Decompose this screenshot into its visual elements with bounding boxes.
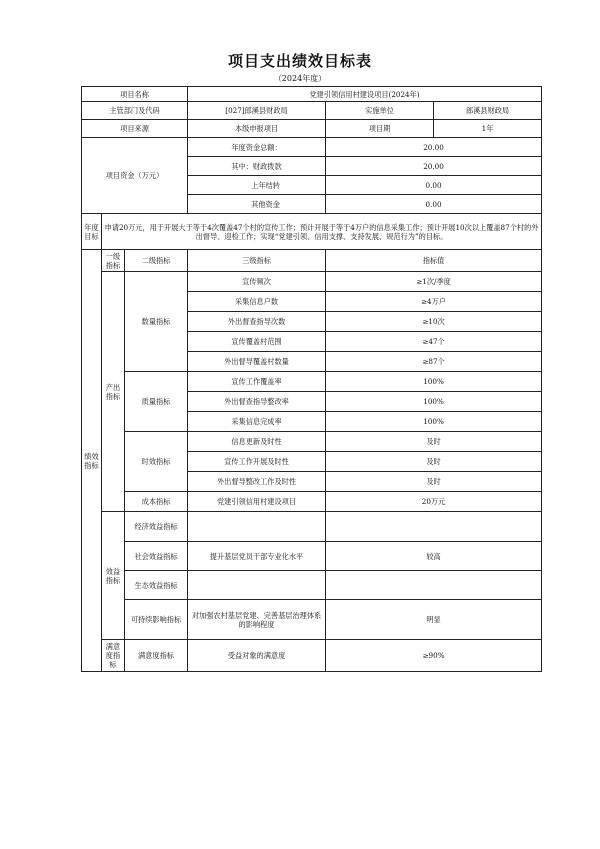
page-title: 项目支出绩效目标表 bbox=[227, 52, 372, 70]
indicator-name: 受益对象的满意度 bbox=[188, 640, 326, 672]
indicator-value: ≥1次/季度 bbox=[326, 272, 542, 292]
row-goal bbox=[82, 214, 542, 250]
funds-fiscal-label: 其中：财政拨款 bbox=[188, 157, 326, 176]
source-value: 本级申报项目 bbox=[188, 120, 326, 138]
indicator-value: 及时 bbox=[326, 472, 542, 492]
funds-total-label: 年度资金总额： bbox=[188, 138, 326, 157]
col-l3-header: 三级指标 bbox=[188, 250, 326, 272]
indicator-name bbox=[188, 571, 326, 600]
indicator-name: 党建引领信用村建设项目 bbox=[188, 492, 326, 512]
indicator-value: 及时 bbox=[326, 452, 542, 472]
indicator-name: 提升基层党员干部专业化水平 bbox=[188, 542, 326, 571]
col-l1-header: 一级指标 bbox=[102, 250, 125, 272]
funds-carry-value: 0.00 bbox=[326, 176, 542, 195]
table-row bbox=[82, 640, 542, 672]
perf-label: 绩效指标 bbox=[82, 250, 102, 672]
period-value: 1年 bbox=[434, 120, 542, 138]
table-row bbox=[82, 571, 542, 600]
row-funds-total bbox=[82, 138, 542, 157]
table-row bbox=[82, 492, 542, 512]
indicator-value: 100% bbox=[326, 372, 542, 392]
year-label: （2024年度） bbox=[273, 74, 327, 83]
indicator-name: 采集信息户数 bbox=[188, 292, 326, 312]
row-perf-header bbox=[82, 250, 542, 272]
indicator-name: 信息更新及时性 bbox=[188, 432, 326, 452]
table-row bbox=[82, 512, 542, 542]
indicator-name: 宣传覆盖村范围 bbox=[188, 332, 326, 352]
indicator-name: 外出督查指导次数 bbox=[188, 312, 326, 332]
eco-label: 生态效益指标 bbox=[125, 571, 188, 600]
indicator-name bbox=[188, 512, 326, 542]
indicator-name: 采集信息完成率 bbox=[188, 412, 326, 432]
indicator-value: ≥10次 bbox=[326, 312, 542, 332]
indicator-value bbox=[326, 571, 542, 600]
impl-value: 郎溪县财政局 bbox=[434, 102, 542, 120]
table-row bbox=[82, 372, 542, 392]
quantity-label: 数量指标 bbox=[125, 272, 188, 372]
indicator-value: ≥4万户 bbox=[326, 292, 542, 312]
indicator-name: 外出督导整改工作及时性 bbox=[188, 472, 326, 492]
table-row bbox=[82, 542, 542, 571]
indicator-name: 宣传工作覆盖率 bbox=[188, 372, 326, 392]
col-value-header: 指标值 bbox=[326, 250, 542, 272]
funds-total-value: 20.00 bbox=[326, 138, 542, 157]
source-label: 项目来源 bbox=[82, 120, 188, 138]
indicator-name: 宣传工作开展及时性 bbox=[188, 452, 326, 472]
cost-label: 成本指标 bbox=[125, 492, 188, 512]
funds-carry-label: 上年结转 bbox=[188, 176, 326, 195]
indicator-value: ≥87个 bbox=[326, 352, 542, 372]
indicator-value: 100% bbox=[326, 412, 542, 432]
project-name-value: 党建引领信用村建设项目(2024年) bbox=[188, 87, 542, 102]
indicator-value: 100% bbox=[326, 392, 542, 412]
table-row bbox=[82, 432, 542, 452]
funds-label: 项目资金（万元） bbox=[82, 138, 188, 214]
goal-label: 年度目标 bbox=[82, 214, 102, 250]
indicator-value: 20万元 bbox=[326, 492, 542, 512]
social-label: 社会效益指标 bbox=[125, 542, 188, 571]
performance-table bbox=[81, 86, 542, 672]
satisfaction-l2-label: 满意度指标 bbox=[125, 640, 188, 672]
indicator-name: 对加强农村基层党建、完善基层治理体系的影响程度 bbox=[188, 600, 326, 640]
time-label: 时效指标 bbox=[125, 432, 188, 492]
satisfaction-label: 满意度指标 bbox=[102, 640, 125, 672]
row-dept bbox=[82, 102, 542, 120]
indicator-value: ≥47个 bbox=[326, 332, 542, 352]
period-label: 项目期 bbox=[326, 120, 434, 138]
dept-label: 主管部门及代码 bbox=[82, 102, 188, 120]
funds-other-value: 0.00 bbox=[326, 195, 542, 214]
indicator-name: 外出督导覆盖村数量 bbox=[188, 352, 326, 372]
col-l2-header: 二级指标 bbox=[125, 250, 188, 272]
indicator-value: 较高 bbox=[326, 542, 542, 571]
goal-text: 申请20万元，用于开展大于等于4次覆盖47个村的宣传工作；预计开展于等于4万户的信息采集工作；预计开展10次以上覆盖87个村的外出督导、迎检工作；实现“党建引领、信用支撑、支持发展、规范行为”的目标。 bbox=[102, 214, 542, 250]
output-label: 产出指标 bbox=[102, 272, 125, 512]
table-row bbox=[82, 600, 542, 640]
indicator-name: 外出督查指导整改率 bbox=[188, 392, 326, 412]
indicator-value: 明显 bbox=[326, 600, 542, 640]
row-project-name bbox=[82, 87, 542, 102]
impl-label: 实施单位 bbox=[326, 102, 434, 120]
indicator-value bbox=[326, 512, 542, 542]
table-row bbox=[82, 272, 542, 292]
indicator-value: 及时 bbox=[326, 432, 542, 452]
economic-label: 经济效益指标 bbox=[125, 512, 188, 542]
project-name-label: 项目名称 bbox=[82, 87, 188, 102]
benefit-label: 效益指标 bbox=[102, 512, 125, 640]
indicator-name: 宣传频次 bbox=[188, 272, 326, 292]
row-source bbox=[82, 120, 542, 138]
funds-fiscal-value: 20.00 bbox=[326, 157, 542, 176]
indicator-value: ≥90% bbox=[326, 640, 542, 672]
sustain-label: 可持续影响指标 bbox=[125, 600, 188, 640]
dept-value: [027]郎溪县财政局 bbox=[188, 102, 326, 120]
funds-other-label: 其他资金 bbox=[188, 195, 326, 214]
quality-label: 质量指标 bbox=[125, 372, 188, 432]
